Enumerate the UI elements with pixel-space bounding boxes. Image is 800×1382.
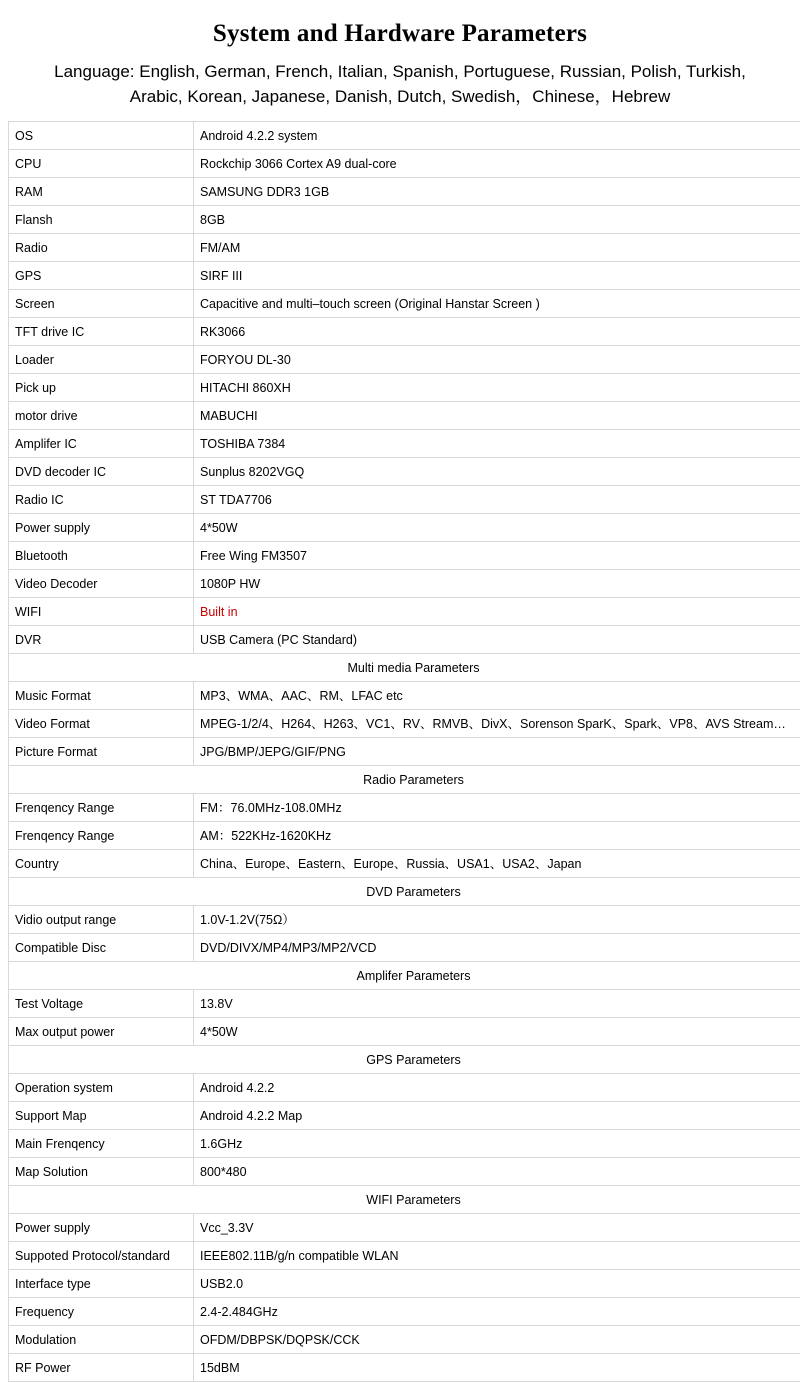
- row-label: TFT drive IC: [9, 318, 194, 346]
- row-label: Modulation: [9, 1326, 194, 1354]
- section-title: Amplifer Parameters: [9, 962, 800, 990]
- row-value: ST TDA7706: [194, 486, 800, 514]
- table-row: [9, 346, 800, 374]
- row-value: SIRF III: [194, 262, 800, 290]
- table-row: [9, 794, 800, 822]
- row-label: Support Map: [9, 1102, 194, 1130]
- row-label: Power supply: [9, 514, 194, 542]
- table-row: [9, 1018, 800, 1046]
- row-value: DVD/DIVX/MP4/MP3/MP2/VCD: [194, 934, 800, 962]
- table-row: [9, 430, 800, 458]
- table-row: [9, 402, 800, 430]
- row-label: Test Voltage: [9, 990, 194, 1018]
- row-value: RK3066: [194, 318, 800, 346]
- row-value: Free Wing FM3507: [194, 542, 800, 570]
- table-row: [9, 122, 800, 150]
- row-label: Pick up: [9, 374, 194, 402]
- table-row: [9, 234, 800, 262]
- table-section-header: [9, 766, 800, 794]
- table-row: [9, 458, 800, 486]
- table-row: [9, 1214, 800, 1242]
- row-value: Built in: [194, 598, 800, 626]
- section-title: WIFI Parameters: [9, 1186, 800, 1214]
- row-label: Interface type: [9, 1270, 194, 1298]
- row-value: MPEG-1/2/4、H264、H263、VC1、RV、RMVB、DivX、Sorenson SparK、Spark、VP8、AVS Stream…: [194, 710, 800, 738]
- table-row: [9, 626, 800, 654]
- supported-languages-line-2: Arabic, Korean, Japanese, Danish, Dutch, Swedish，Chinese，Hebrew: [18, 85, 782, 110]
- row-label: Frenqency Range: [9, 794, 194, 822]
- supported-languages: [18, 60, 782, 109]
- row-value: Sunplus 8202VGQ: [194, 458, 800, 486]
- table-row: [9, 486, 800, 514]
- supported-languages-line-1: Language: English, German, French, Italian, Spanish, Portuguese, Russian, Polish, Turkish,: [18, 60, 782, 85]
- row-label: Picture Format: [9, 738, 194, 766]
- row-value: 8GB: [194, 206, 800, 234]
- row-value: FM/AM: [194, 234, 800, 262]
- row-label: Operation system: [9, 1074, 194, 1102]
- table-row: [9, 822, 800, 850]
- table-row: [9, 150, 800, 178]
- row-value: IEEE802.11B/g/n compatible WLAN: [194, 1242, 800, 1270]
- row-label: Radio: [9, 234, 194, 262]
- table-row: [9, 598, 800, 626]
- row-value: 800*480: [194, 1158, 800, 1186]
- row-value: TOSHIBA 7384: [194, 430, 800, 458]
- table-row: [9, 318, 800, 346]
- specifications-table: [8, 121, 800, 1382]
- table-row: [9, 1242, 800, 1270]
- row-label: Bluetooth: [9, 542, 194, 570]
- table-row: [9, 570, 800, 598]
- table-row: [9, 850, 800, 878]
- row-value: 4*50W: [194, 1018, 800, 1046]
- table-row: [9, 290, 800, 318]
- row-value: FM：76.0MHz-108.0MHz: [194, 794, 800, 822]
- table-section-header: [9, 654, 800, 682]
- row-label: Country: [9, 850, 194, 878]
- table-row: [9, 374, 800, 402]
- row-label: Video Format: [9, 710, 194, 738]
- row-value: SAMSUNG DDR3 1GB: [194, 178, 800, 206]
- row-label: CPU: [9, 150, 194, 178]
- table-row: [9, 1354, 800, 1382]
- row-value: JPG/BMP/JEPG/GIF/PNG: [194, 738, 800, 766]
- row-label: Flansh: [9, 206, 194, 234]
- table-row: [9, 934, 800, 962]
- row-label: WIFI: [9, 598, 194, 626]
- table-row: [9, 1298, 800, 1326]
- table-row: [9, 206, 800, 234]
- table-row: [9, 1158, 800, 1186]
- row-label: Radio IC: [9, 486, 194, 514]
- row-label: Video Decoder: [9, 570, 194, 598]
- table-section-header: [9, 878, 800, 906]
- row-label: Frenqency Range: [9, 822, 194, 850]
- row-label: Power supply: [9, 1214, 194, 1242]
- section-title: DVD Parameters: [9, 878, 800, 906]
- row-value: 13.8V: [194, 990, 800, 1018]
- row-label: RF Power: [9, 1354, 194, 1382]
- row-value: Android 4.2.2 system: [194, 122, 800, 150]
- table-row: [9, 542, 800, 570]
- section-title: GPS Parameters: [9, 1046, 800, 1074]
- row-label: DVD decoder IC: [9, 458, 194, 486]
- row-label: Compatible Disc: [9, 934, 194, 962]
- table-row: [9, 710, 800, 738]
- table-section-header: [9, 962, 800, 990]
- row-value: China、Europe、Eastern、Europe、Russia、USA1、USA2、Japan: [194, 850, 800, 878]
- row-value: Vcc_3.3V: [194, 1214, 800, 1242]
- row-label: RAM: [9, 178, 194, 206]
- row-value: USB Camera (PC Standard): [194, 626, 800, 654]
- table-row: [9, 1102, 800, 1130]
- row-label: OS: [9, 122, 194, 150]
- row-value: Rockchip 3066 Cortex A9 dual-core: [194, 150, 800, 178]
- row-value: 1.0V-1.2V(75Ω）: [194, 906, 800, 934]
- specifications-table-body: [9, 122, 800, 1382]
- table-row: [9, 514, 800, 542]
- section-title: Radio Parameters: [9, 766, 800, 794]
- page-title: System and Hardware Parameters: [8, 20, 792, 48]
- row-label: Music Format: [9, 682, 194, 710]
- row-value: USB2.0: [194, 1270, 800, 1298]
- row-label: Screen: [9, 290, 194, 318]
- row-label: Loader: [9, 346, 194, 374]
- row-value: AM：522KHz-1620KHz: [194, 822, 800, 850]
- table-row: [9, 262, 800, 290]
- row-label: Suppoted Protocol/standard: [9, 1242, 194, 1270]
- table-section-header: [9, 1046, 800, 1074]
- row-value: FORYOU DL-30: [194, 346, 800, 374]
- table-row: [9, 682, 800, 710]
- row-label: Max output power: [9, 1018, 194, 1046]
- table-row: [9, 1074, 800, 1102]
- row-label: motor drive: [9, 402, 194, 430]
- row-label: Vidio output range: [9, 906, 194, 934]
- row-value: OFDM/DBPSK/DQPSK/CCK: [194, 1326, 800, 1354]
- row-value: Android 4.2.2 Map: [194, 1102, 800, 1130]
- row-value: 4*50W: [194, 514, 800, 542]
- table-row: [9, 906, 800, 934]
- row-value: MABUCHI: [194, 402, 800, 430]
- row-value: Capacitive and multi–touch screen (Original Hanstar Screen ): [194, 290, 800, 318]
- row-value: 2.4-2.484GHz: [194, 1298, 800, 1326]
- table-row: [9, 178, 800, 206]
- row-label: Frequency: [9, 1298, 194, 1326]
- row-value: 1080P HW: [194, 570, 800, 598]
- row-value: 1.6GHz: [194, 1130, 800, 1158]
- row-label: Map Solution: [9, 1158, 194, 1186]
- row-value: Android 4.2.2: [194, 1074, 800, 1102]
- row-value: MP3、WMA、AAC、RM、LFAC etc: [194, 682, 800, 710]
- row-value: HITACHI 860XH: [194, 374, 800, 402]
- row-label: Main Frenqency: [9, 1130, 194, 1158]
- row-label: DVR: [9, 626, 194, 654]
- row-label: Amplifer IC: [9, 430, 194, 458]
- table-row: [9, 738, 800, 766]
- section-title: Multi media Parameters: [9, 654, 800, 682]
- table-section-header: [9, 1186, 800, 1214]
- table-row: [9, 1130, 800, 1158]
- row-label: GPS: [9, 262, 194, 290]
- table-row: [9, 1270, 800, 1298]
- table-row: [9, 990, 800, 1018]
- row-value: 15dBM: [194, 1354, 800, 1382]
